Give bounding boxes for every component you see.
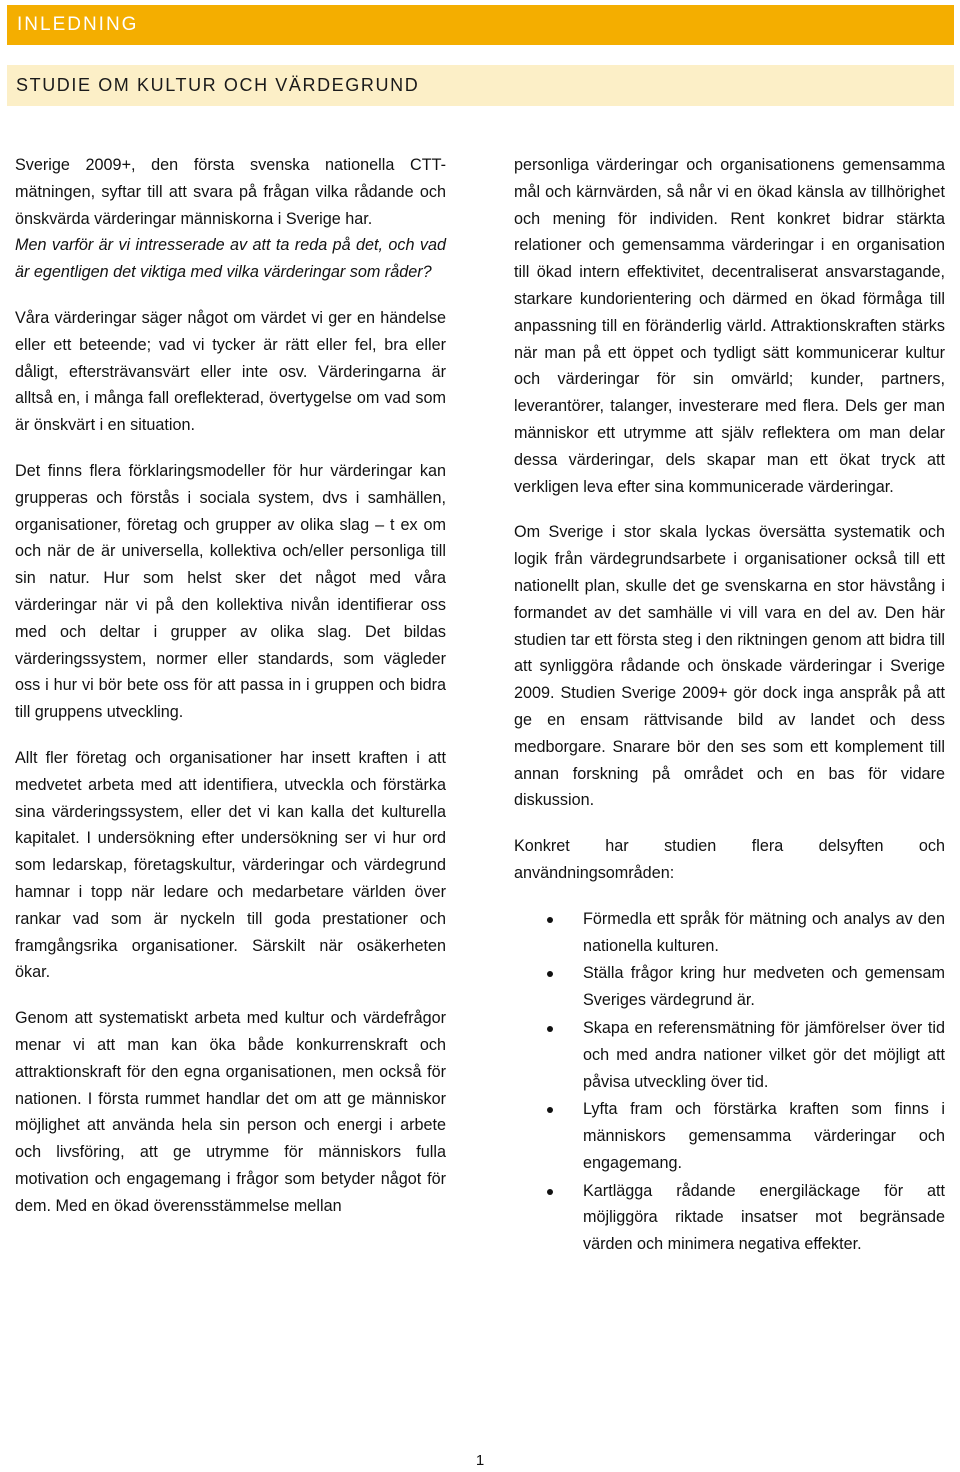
bullet-icon [547, 1026, 553, 1032]
body-paragraph: Om Sverige i stor skala lyckas översätta systematik och logik från värdegrundsarbete i organisationer också till ett nationellt plan, skulle det ge svenskarna en stor hävstång i formandet av det samhälle vi vill vara en del av. Den här studien tar ett första steg i den riktningen genom att bidra till att synliggöra rådande och önskade värderingar i Sverige 2009. Studien Sverige 2009+ gör dock inga anspråk på att ge en ensam rättvisande bild av landet och dess medborgare. Snarare bör den ses som ett komplement till annan forskning på området och en bas för vidare diskussion. [514, 523, 945, 810]
body-paragraph: Genom att systematiskt arbeta med kultur och värdefrågor menar vi att man kan öka både konkurrenskraft och attraktionskraft för den egna organisationen, men också för nationen. I första rummet handlar det om att ge människor möjlighet att använda hela sin person och energi i arbete och livsföring, att ge utrymme för människors fulla motivation och engagemang i frågor som betyder något för dem. Med en ökad överensstämmelse mellan [15, 1009, 446, 1215]
right-column [514, 152, 945, 1259]
list-item [514, 1015, 945, 1095]
list-item [514, 960, 945, 1014]
list-item-text: Ställa frågor kring hur medveten och gemensam Sveriges värdegrund är. [583, 964, 945, 1010]
body-paragraph: personliga värderingar och organisationens gemensamma mål och kärnvärden, så når vi en ökad känsla av tillhörighet och mening för individen. Rent konkret bidrar stärkta relationer och gemensamma värderingar i en organisation till ökad intern effektivitet, decentraliserat ansvarstagande, starkare kundorientering och därmed en ökad förmåga till anpassning till en föränderlig värld. Attraktionskraften stärks när man på ett öppet och tydligt sätt kommunicerar kultur och värderingar för sin omvärld; kunder, partners, leverantörer, talanger, investerare med flera. Dels ger man människor ett utrymme att själv reflektera om man delar dessa värderingar, dels skapar man ett ökat tryck att verkligen leva efter sina kommunicerade värderingar. [514, 156, 945, 496]
body-paragraph: Allt fler företag och organisationer har insett kraften i att medvetet arbeta med att identifiera, utveckla och förstärka sina värderingssystem, eller det vi kan kalla det kulturella kapitalet. I undersökning efter undersökning ser vi hur ord som ledarskap, företagskultur, värderingar och värdegrund hamnar i topp när ledare och medarbetare världen över rankar vad som är nyckeln till goda prestationer och framgångsrika organisationer. Särskilt när osäkerheten ökar. [15, 748, 446, 982]
bullet-icon [547, 971, 553, 977]
subsection-title: STUDIE OM KULTUR OCH VÄRDEGRUND [16, 75, 420, 95]
body-paragraph: Sverige 2009+, den första svenska nationella CTT-mätningen, syftar till att svara på frågan vilka rådande och önskvärda värderingar människorna i Sverige har. [15, 156, 446, 228]
left-column [15, 152, 446, 1238]
list-item-text: Skapa en referensmätning för jämförelser över tid och med andra nationer vilket gör det möjligt att påvisa utveckling över tid. [583, 1018, 945, 1091]
bullet-icon [547, 917, 553, 923]
list-item-text: Kartlägga rådande energiläckage för att möjliggöra riktade insatser mot begränsade värden och minimera negativa effekter. [583, 1181, 945, 1254]
list-item-text: Förmedla ett språk för mätning och analys av den nationella kulturen. [583, 909, 945, 955]
body-paragraph: Våra värderingar säger något om värdet vi ger en händelse eller ett beteende; vad vi tycker är rätt eller fel, bra eller dåligt, eftersträvansvärt eller inte osv. Värderingarna är alltså en, i många fall oreflekterad, övertygelse om vad som är önskvärt i en situation. [15, 308, 446, 435]
purpose-list [514, 906, 945, 1258]
body-paragraph: Det finns flera förklaringsmodeller för hur värderingar kan grupperas och förstås i sociala system, dvs i samhällen, organisationer, företag och grupper av olika slag – t ex om och när de är universella, kollektiva och/eller personliga till sin natur. Hur som helst sker det något med våra värderingar när vi på den kollektiva nivån identifierar oss med och deltar i grupper av olika slag. Det bildas värderingssystem, normer eller standards, som vägleder oss i hur vi bör bete oss för att passa in i gruppen och bidra till gruppens utveckling. [15, 461, 446, 722]
list-item [514, 1096, 945, 1176]
list-item [514, 1178, 945, 1258]
list-item [514, 906, 945, 960]
body-paragraph-italic: Men varför är vi intresserade av att ta reda på det, och vad är egentligen det viktiga med vilka värderingar som råder? [15, 236, 446, 282]
page-number: 1 [475, 1452, 485, 1469]
body-paragraph: Konkret har studien flera delsyften och användningsområden: [514, 837, 945, 882]
list-item-text: Lyfta fram och förstärka kraften som finns i människors gemensamma värderingar och engagemang. [583, 1100, 945, 1172]
section-header-banner [7, 5, 954, 45]
bullet-icon [547, 1107, 553, 1113]
section-title: INLEDNING [17, 14, 139, 35]
subsection-header-banner [7, 65, 954, 106]
bullet-icon [547, 1189, 553, 1195]
